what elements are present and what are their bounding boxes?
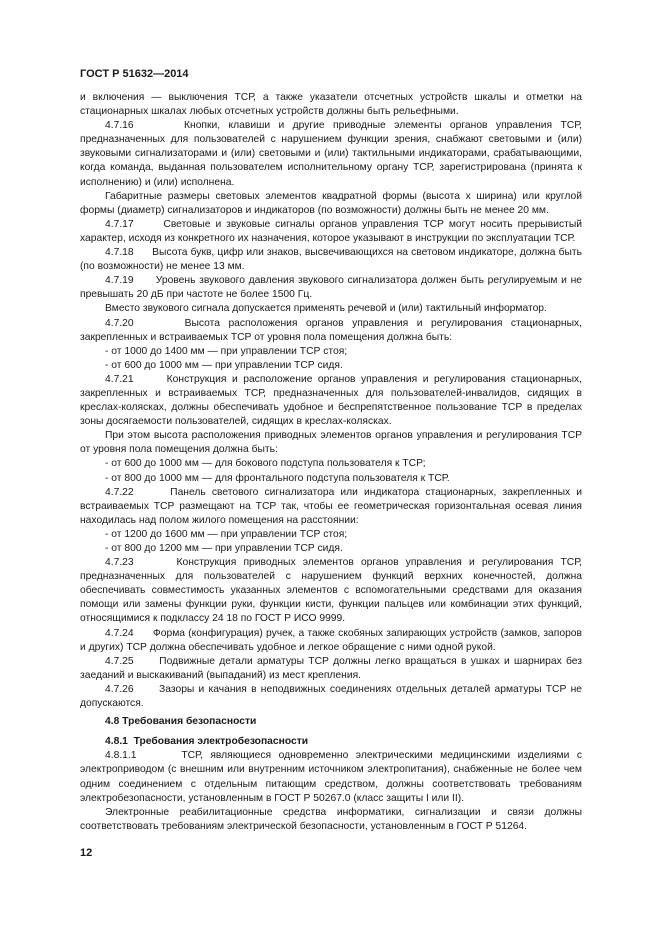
list-item: - от 600 до 1000 мм — для бокового подступа пользователя к ТСР; (105, 458, 426, 470)
subsection-heading: 4.8.1 Требования электробезопасности (105, 736, 309, 748)
paragraph: 4.7.20 Высота расположения органов управления и регулирования стационарных, закрепленных и встраиваемых ТСР от уровня пола помещения должна быть: (80, 317, 585, 343)
list-item: - от 800 до 1000 мм — для фронтального подступа пользователя к ТСР. (105, 472, 450, 484)
list-item: - от 1200 до 1600 мм — при управлении ТСР стоя; (105, 528, 348, 540)
paragraph: 4.7.17 Световые и звуковые сигналы органов управления ТСР могут носить прерывистый характер, исходя из конкретного их назначения, которое указывают в инструкции по эксплуатации ТСР. (80, 218, 585, 244)
paragraph: Габаритные размеры световых элементов квадратной формы (высота х ширина) или круглой формы (диаметр) сигнализаторов и индикаторов (по возможности) должны быть не менее 20 мм. (80, 190, 585, 216)
list-item: - от 1000 до 1400 мм — при управлении ТСР стоя; (105, 345, 348, 357)
paragraph: 4.7.19 Уровень звукового давления звукового сигнализатора должен быть регулируемым и не превышать 20 дБ при частоте не более 1500 Гц. (80, 275, 585, 301)
list-item: - от 800 до 1200 мм — при управлении ТСР сидя. (105, 543, 343, 554)
paragraph: 4.7.24 Форма (конфигурация) ручек, а также скобяных запирающих устройств (замков, запоров и других) ТСР должна обеспечивать удобное и легкое обращение с ними одной рукой. (80, 627, 585, 653)
paragraph: 4.7.23 Конструкция приводных элементов органов управления и регулирования ТСР, предназначенных для пользователей с нарушением функций верхних конечностей, должна обеспечивать совместимость указанных элементов с вспомогательными средствами для оказания помощи или замены функции руки, функции кисти, функции пальцев или комбинации этих функций, относящимися к подклассу 24 18 по ГОСТ Р ИСО 9999. (80, 557, 585, 625)
document-body (80, 91, 585, 834)
document-header: ГОСТ Р 51632—2014 (80, 68, 189, 80)
paragraph: 4.8.1.1 ТСР, являющиеся одновременно электрическими медицинскими изделиями с электроприводом (с внешним или внутренним источником электропитания), снабженные не более чем одним соединением с отдельным питающим средством, должны соответствовать требованиям электробезопасности, установленным в ГОСТ Р 50267.0 (класс защиты I или II). (80, 750, 585, 804)
paragraph: 4.7.21 Конструкция и расположение органов управления и регулирования стационарных, закрепленных и встраиваемых ТСР, предназначенных для пользователей-инвалидов, сидящих в креслах-колясках, должны обеспечивать удобное и беспрепятственное пользование ТСР в пределах зоны досягаемости пользователей, сидящих в креслах-колясках. (80, 373, 585, 428)
paragraph: и включения — выключения ТСР, а также указатели отсчетных устройств шкалы и отметки на стационарных шкалах любых отсчетных устройств должны быть рельефными. (80, 92, 585, 118)
paragraph: 4.7.22 Панель светового сигнализатора или индикатора стационарных, закрепленных и встраиваемых ТСР размещают на ТСР так, чтобы ее геометрическая горизонтальная осевая линия находилась над полом жилого помещения на расстоянии: (80, 486, 585, 526)
paragraph: Электронные реабилитационные средства информатики, сигнализации и связи должны соответствовать требованиям электрической безопасности, установленным в ГОСТ Р 51264. (80, 806, 585, 832)
paragraph: 4.7.26 Зазоры и качания в неподвижных соединениях отдельных деталей арматуры ТСР не допускаются. (80, 683, 585, 710)
section-heading: 4.8 Требования безопасности (105, 716, 257, 728)
paragraph: При этом высота расположения приводных элементов органов управления и регулирования ТСР от уровня пола помещения должна быть: (80, 430, 585, 456)
page-number: 12 (80, 847, 93, 859)
paragraph: 4.7.16 Кнопки, клавиши и другие приводные элементы органов управления ТСР, предназначенных для пользователей с нарушением функции зрения, снабжают световыми и (или) звуковыми сигнализаторами и (или) световыми и (или) тактильными индикаторами, срабатывающими, когда команда, выданная пользователем исполнительному органу ТСР, зарегистрирована (принята к исполнению) и (или) исполнена. (80, 120, 585, 188)
paragraph: 4.7.25 Подвижные детали арматуры ТСР должны легко вращаться в ушках и шарнирах без заеданий и выскакиваний (выпаданий) из мест крепления. (80, 655, 585, 681)
list-item: - от 600 до 1000 мм — при управлении ТСР сидя. (105, 359, 343, 371)
paragraph: 4.7.18 Высота букв, цифр или знаков, высвечивающихся на световом индикаторе, должна быть (по возможности) не менее 13 мм. (80, 247, 585, 273)
paragraph: Вместо звукового сигнала допускается применять речевой и (или) тактильный информатор. (105, 303, 547, 315)
